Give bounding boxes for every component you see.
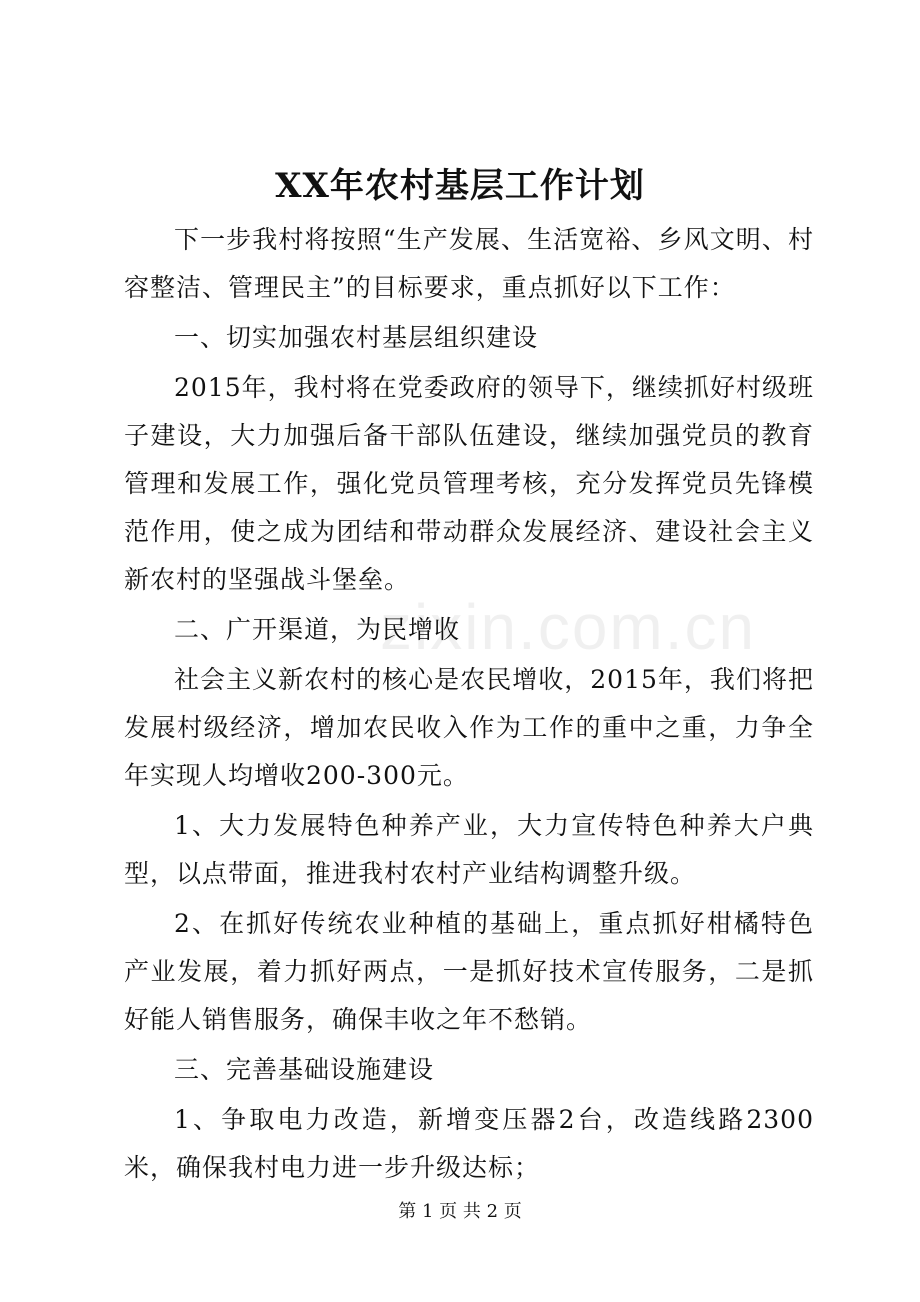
paragraph-item-3-1: 1、争取电力改造，新增变压器2台，改造线路2300米，确保我村电力进一步升级达标； xyxy=(124,1105,814,1182)
paragraph-item-2-1: 1、大力发展特色种养产业，大力宣传特色种养大户典型，以点带面，推进我村农村产业结构调整升级。 xyxy=(124,811,814,888)
document-title: XX年农村基层工作计划 xyxy=(275,166,645,206)
watermark: zixin.com.cn xyxy=(380,591,757,663)
page-footer: 第 1 页 共 2 页 xyxy=(398,1201,522,1222)
section-heading-3: 三、完善基础设施建设 xyxy=(174,1055,435,1084)
paragraph-item-2-2: 2、在抓好传统农业种植的基础上，重点抓好柑橘特色产业发展，着力抓好两点，一是抓好技术宣传服务，二是抓好能人销售服务，确保丰收之年不愁销。 xyxy=(124,909,814,1034)
document-body xyxy=(124,216,814,1194)
section-heading-1: 一、切实加强农村基层组织建设 xyxy=(174,323,539,352)
paragraph-intro: 下一步我村将按照“生产发展、生活宽裕、乡风文明、村容整洁、管理民主”的目标要求，重点抓好以下工作： xyxy=(124,225,814,302)
section-heading-2: 二、广开渠道，为民增收 xyxy=(174,615,461,644)
paragraph-section-2: 社会主义新农村的核心是农民增收，2015年，我们将把发展村级经济，增加农民收入作为工作的重中之重，力争全年实现人均增收200-300元。 xyxy=(124,665,814,790)
paragraph-section-1: 2015年，我村将在党委政府的领导下，继续抓好村级班子建设，大力加强后备干部队伍建设，继续加强党员的教育管理和发展工作，强化党员管理考核，充分发挥党员先锋模范作用，使之成为团结和带动群众发展经济、建设社会主义新农村的坚强战斗堡垒。 xyxy=(124,373,814,594)
